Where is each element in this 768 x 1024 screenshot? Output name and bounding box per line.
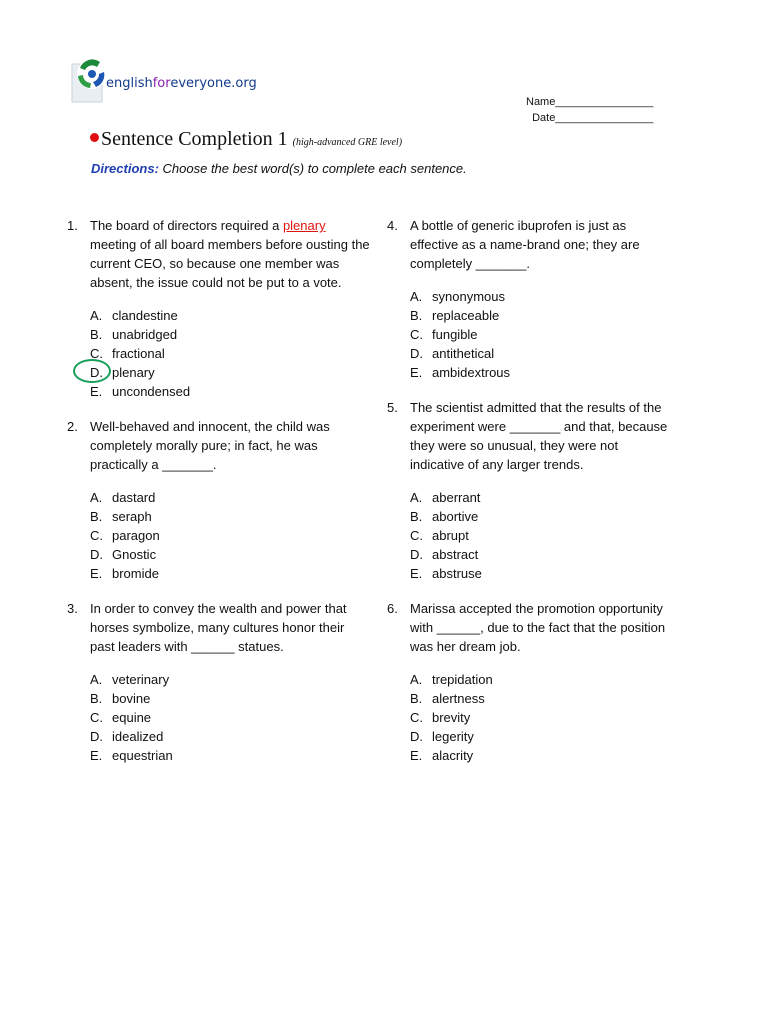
option-a[interactable]: A. trepidation	[410, 672, 493, 687]
option-b[interactable]: B. seraph	[90, 509, 152, 524]
option-b[interactable]: B. abortive	[410, 509, 479, 524]
question-4	[387, 216, 672, 382]
name-date-block	[526, 94, 653, 126]
option-c[interactable]: C. brevity	[410, 710, 471, 725]
question-stem: Marissa accepted the promotion opportunity with ______, due to the fact that the position was her dream job.	[410, 601, 666, 654]
option-b[interactable]: B. replaceable	[410, 308, 500, 323]
option-d[interactable]: D. Gnostic	[90, 547, 157, 562]
option-d[interactable]: D. plenary	[90, 363, 372, 382]
directions-label: Directions:	[91, 161, 159, 176]
question-stem: A bottle of generic ibuprofen is just as effective as a name-brand one; they are completely _______.	[410, 218, 640, 271]
option-c[interactable]: C. paragon	[90, 528, 160, 543]
option-b[interactable]: B. bovine	[90, 691, 151, 706]
option-list	[90, 488, 372, 583]
directions	[91, 161, 467, 176]
title-main: Sentence Completion 1	[101, 128, 288, 150]
questions-left-column	[67, 216, 372, 781]
option-c[interactable]: C. abrupt	[410, 528, 469, 543]
option-d[interactable]: D. legerity	[410, 729, 474, 744]
question-6	[387, 599, 672, 765]
option-d[interactable]: D. idealized	[90, 729, 164, 744]
option-d[interactable]: D. antithetical	[410, 346, 495, 361]
question-stem: The board of directors required a plenary meeting of all board members before ousting the current CEO, so because one member was absent, the issue could not be put to a vote.	[90, 218, 370, 290]
question-number: 5.	[387, 400, 398, 415]
question-stem: In order to convey the wealth and power that horses symbolize, many cultures honor their past leaders with ______ statues.	[90, 601, 347, 654]
question-stem: The scientist admitted that the results of the experiment were _______ and that, because they were so unusual, they were not indicative of any larger trends.	[410, 400, 668, 472]
option-a[interactable]: A. veterinary	[90, 672, 170, 687]
option-a[interactable]: A. synonymous	[410, 289, 505, 304]
option-c[interactable]: C. equine	[90, 710, 152, 725]
worksheet-title	[90, 128, 402, 151]
option-c[interactable]: C. fractional	[90, 346, 165, 361]
question-5	[387, 398, 672, 583]
bullet-dot-icon	[90, 133, 99, 142]
option-e[interactable]: E. alacrity	[410, 748, 474, 763]
question-2	[67, 417, 372, 583]
question-stem: Well-behaved and innocent, the child was completely morally pure; in fact, he was practically a _______.	[90, 419, 330, 472]
option-a[interactable]: A. clandestine	[90, 308, 178, 323]
option-b[interactable]: B. unabridged	[90, 327, 178, 342]
question-number: 1.	[67, 218, 78, 233]
name-line: Name________________	[526, 96, 654, 108]
question-number: 3.	[67, 601, 78, 616]
questions-right-column	[387, 216, 672, 781]
globe-logo-icon	[70, 54, 110, 104]
option-d[interactable]: D. abstract	[410, 547, 479, 562]
option-e[interactable]: E. uncondensed	[90, 384, 191, 399]
option-e[interactable]: E. equestrian	[90, 748, 173, 763]
option-list	[90, 670, 372, 765]
option-list	[90, 306, 372, 401]
option-list	[410, 488, 672, 583]
option-b[interactable]: B. alertness	[410, 691, 485, 706]
answer-highlight: plenary	[282, 218, 326, 233]
option-list	[410, 287, 672, 382]
question-number: 4.	[387, 218, 398, 233]
option-e[interactable]: E. bromide	[90, 566, 159, 581]
directions-text: Choose the best word(s) to complete each sentence.	[158, 161, 467, 176]
option-a[interactable]: A. dastard	[90, 490, 156, 505]
option-a[interactable]: A. aberrant	[410, 490, 481, 505]
question-number: 2.	[67, 419, 78, 434]
logo-wordmark: englishforeveryone.org	[106, 76, 257, 91]
option-list	[410, 670, 672, 765]
title-level: (high-advanced GRE level)	[292, 137, 403, 148]
site-logo	[70, 54, 330, 106]
option-c[interactable]: C. fungible	[410, 327, 478, 342]
question-3	[67, 599, 372, 765]
question-1	[67, 216, 372, 401]
question-number: 6.	[387, 601, 398, 616]
option-e[interactable]: E. abstruse	[410, 566, 482, 581]
option-e[interactable]: E. ambidextrous	[410, 365, 511, 380]
date-line: Date________________	[532, 112, 654, 124]
